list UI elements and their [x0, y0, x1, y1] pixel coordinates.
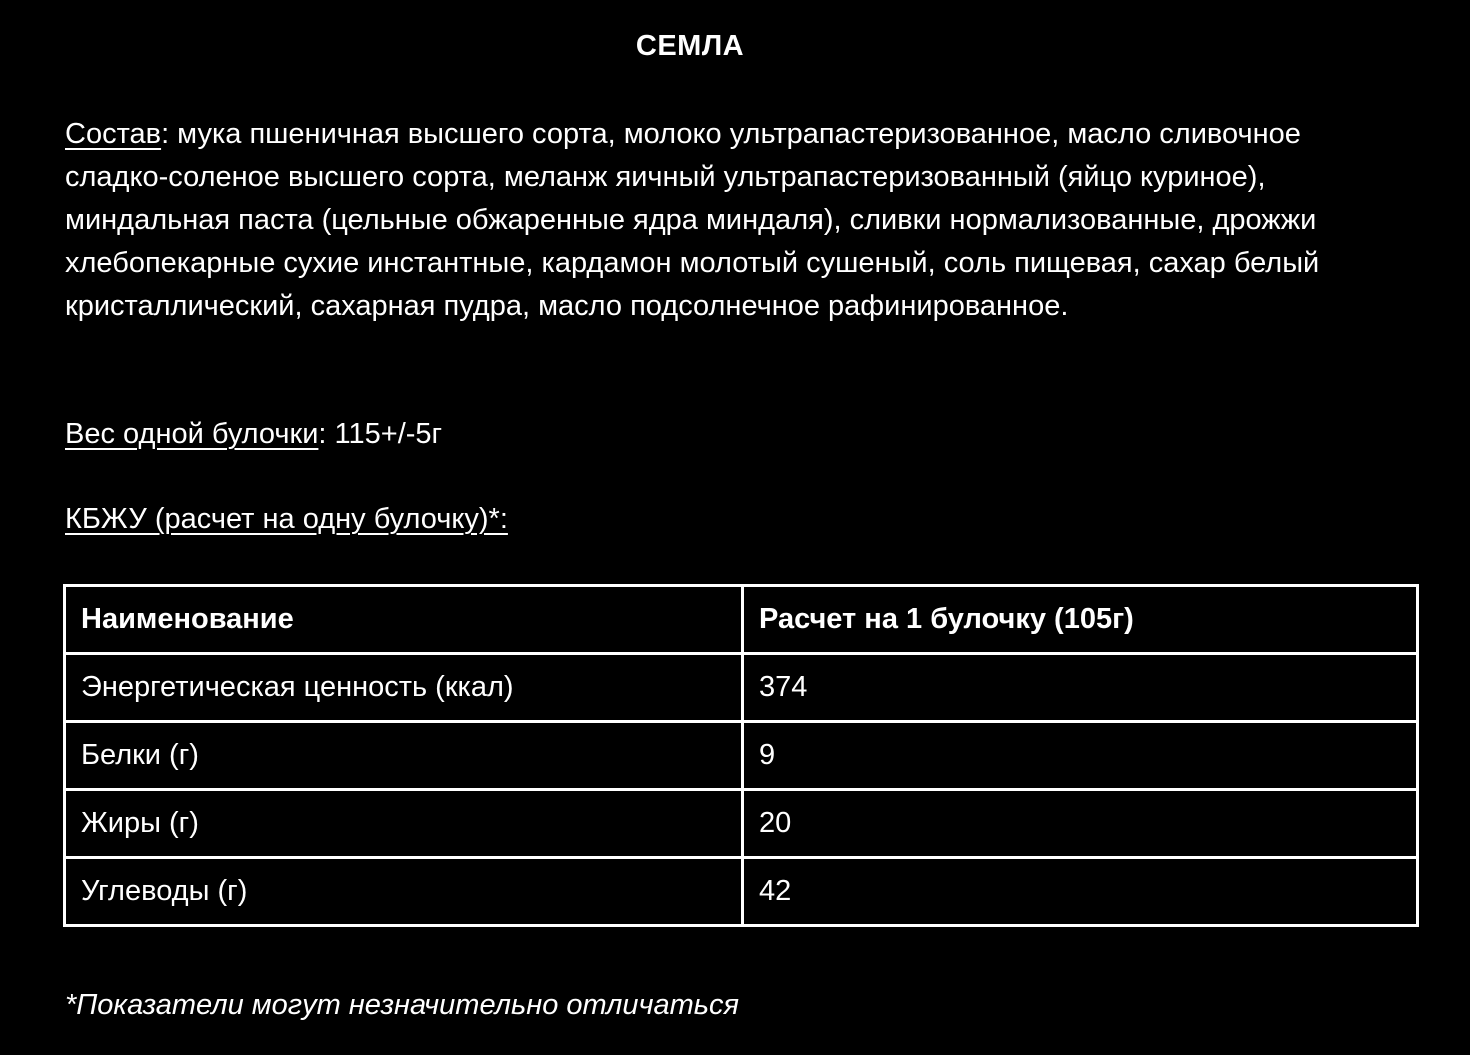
table-cell-value: 42 [743, 858, 1418, 926]
composition-paragraph [65, 113, 1325, 328]
footnote: *Показатели могут незначительно отличаться [65, 989, 740, 1021]
weight-value: : 115+/-5г [318, 418, 443, 450]
table-header-name: Наименование [65, 586, 743, 654]
composition-label: Состав [65, 118, 162, 150]
table-header-value: Расчет на 1 булочку (105г) [743, 586, 1418, 654]
table-cell-value: 374 [743, 654, 1418, 722]
table-cell-name: Белки (г) [65, 722, 743, 790]
table-cell-name: Углеводы (г) [65, 858, 743, 926]
composition-text: : мука пшеничная высшего сорта, молоко ультрапастеризованное, масло сливочное сладко-соленое высшего сорта, меланж яичный ультрапастеризованный (яйцо куриное), миндальная паста (цельные обжаренные ядра миндаля), сливки нормализованные, дрожжи хлебопекарные сухие инстантные, кардамон молотый сушеный, соль пищевая, сахар белый кристаллический, сахарная пудра, масло подсолнечное рафинированное. [65, 118, 1320, 322]
table-cell-name: Энергетическая ценность (ккал) [65, 654, 743, 722]
table-row [65, 858, 1418, 926]
weight-line [65, 413, 442, 456]
product-title: СЕМЛА [635, 30, 745, 62]
table-row [65, 790, 1418, 858]
nutrition-table [63, 584, 1419, 927]
table-cell-name: Жиры (г) [65, 790, 743, 858]
kbju-heading: КБЖУ (расчет на одну булочку)*: [65, 503, 508, 535]
table-cell-value: 20 [743, 790, 1418, 858]
table-cell-value: 9 [743, 722, 1418, 790]
table-row [65, 722, 1418, 790]
weight-label: Вес одной булочки [65, 418, 319, 450]
table-header-row [65, 586, 1418, 654]
table-row [65, 654, 1418, 722]
